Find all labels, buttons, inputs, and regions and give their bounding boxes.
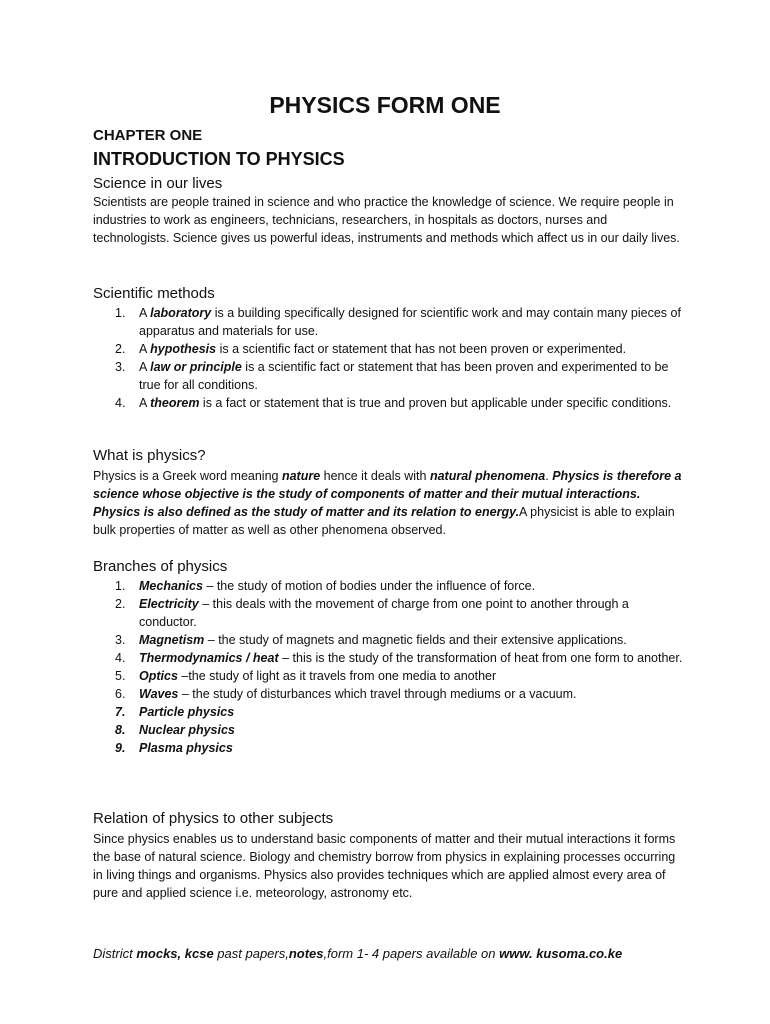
section-heading-relation: Relation of physics to other subjects bbox=[93, 810, 334, 827]
list-item: 2. Electricity – this deals with the movement of charge from one point to another through a conductor. bbox=[115, 597, 629, 629]
list-item: 1. Mechanics – the study of motion of bodies under the influence of force. bbox=[115, 579, 536, 593]
science-lives-paragraph: Scientists are people trained in science and who practice the knowledge of science. We require people in industries to work as engineers, technicians, researchers, in hospitals as doctors, nurses and technologists. Science gives us powerful ideas, instruments and methods which affect us in our daily lives. bbox=[93, 195, 680, 245]
list-item: 4. Thermodynamics / heat – this is the study of the transformation of heat from one form to another. bbox=[115, 651, 683, 665]
list-item: 5. Optics –the study of light as it travels from one media to another bbox=[115, 669, 497, 683]
list-item: 7. Particle physics bbox=[115, 705, 235, 719]
chapter-title: INTRODUCTION TO PHYSICS bbox=[93, 149, 345, 169]
section-heading-science-lives: Science in our lives bbox=[93, 175, 223, 192]
chapter-label: CHAPTER ONE bbox=[93, 127, 203, 144]
branches-list bbox=[93, 577, 683, 757]
methods-list bbox=[93, 304, 683, 412]
what-physics-paragraph: Physics is a Greek word meaning nature hence it deals with natural phenomena. Physics is therefore a science whose objective is the study of components of matter and their mutual interactions. Physics is also defined as the study of matter and its relation to energy.A physicist is able to explain bulk properties of matter as well as other phenomena observed. bbox=[93, 469, 682, 537]
section-heading-branches: Branches of physics bbox=[93, 558, 228, 575]
list-item: 4. A theorem is a fact or statement that is true and proven but applicable under specific conditions. bbox=[115, 396, 672, 410]
section-heading-what-physics: What is physics? bbox=[93, 447, 206, 464]
relation-paragraph: Since physics enables us to understand basic components of matter and their mutual interactions it forms the base of natural science. Biology and chemistry borrow from physics in explaining processes occurring in living things and organisms. Physics also provides techniques which are applied almost every area of pure and applied science i.e. meteorology, astronomy etc. bbox=[93, 832, 676, 900]
list-item: 1. A laboratory is a building specifically designed for scientific work and may contain many pieces of apparatus and materials for use. bbox=[115, 306, 681, 338]
list-item: 3. Magnetism – the study of magnets and magnetic fields and their extensive applications. bbox=[115, 633, 627, 647]
list-item: 6. Waves – the study of disturbances which travel through mediums or a vacuum. bbox=[115, 687, 577, 701]
list-item: 3. A law or principle is a scientific fact or statement that has been proven and experimented to be true for all conditions. bbox=[115, 360, 669, 392]
list-item: 9. Plasma physics bbox=[115, 741, 233, 755]
section-heading-methods: Scientific methods bbox=[93, 285, 215, 302]
page-title: PHYSICS FORM ONE bbox=[269, 92, 501, 118]
footer-note: District mocks, kcse past papers,notes,form 1- 4 papers available on www. kusoma.co.ke bbox=[93, 946, 623, 961]
list-item: 8. Nuclear physics bbox=[115, 723, 235, 737]
list-item: 2. A hypothesis is a scientific fact or statement that has not been proven or experimented. bbox=[115, 342, 627, 356]
